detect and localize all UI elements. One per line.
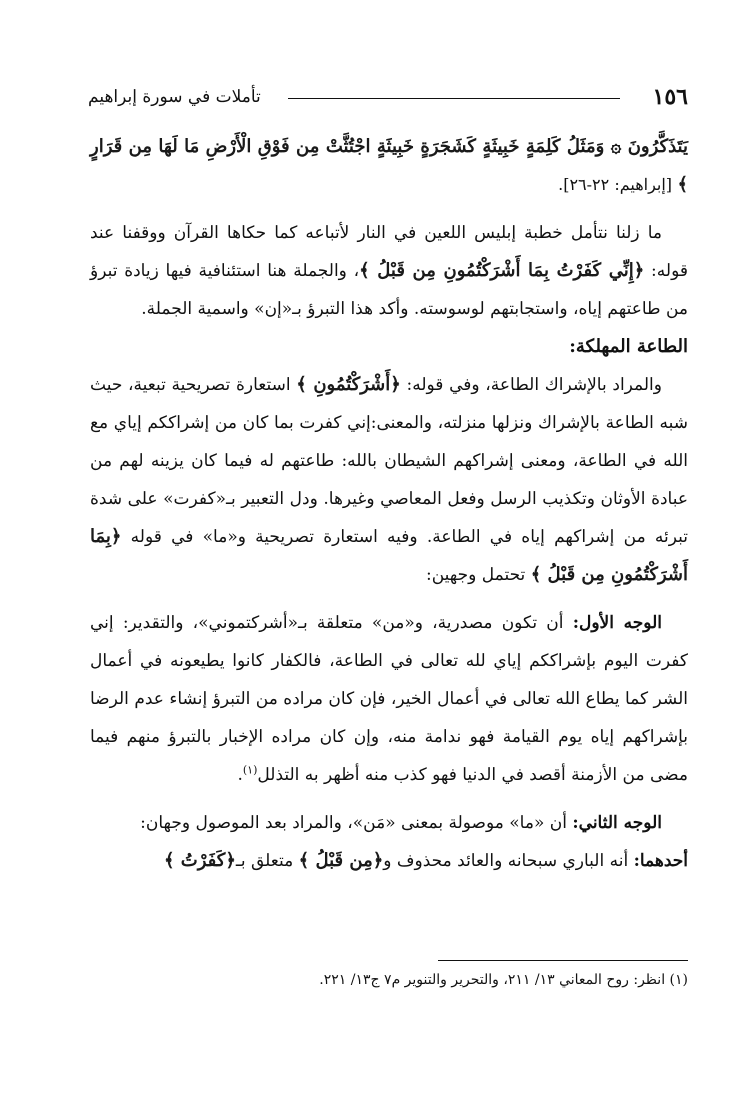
paragraph-first-aspect bbox=[90, 604, 688, 794]
paragraph-second-aspect bbox=[90, 804, 688, 880]
page-body bbox=[90, 128, 688, 880]
aspect-label: الوجه الأول: bbox=[572, 613, 662, 633]
verse-reference: [إبراهيم: ٢٢-٢٦]. bbox=[558, 175, 673, 194]
spacer bbox=[90, 594, 688, 604]
paragraph-text: ، والجملة هنا استئنافية فيها زيادة تبرؤ من طاعتهم إياه، واستجابتهم لوسوسته. وأكد هذا التبرؤ بـ«إن» واسمية الجملة. bbox=[90, 261, 688, 319]
paragraph-text: متعلق بـ bbox=[235, 851, 299, 871]
spacer bbox=[90, 794, 688, 804]
aspect-label: الوجه الثاني: bbox=[572, 813, 662, 833]
sub-aspect-label: أحدهما: bbox=[633, 851, 688, 871]
paragraph-text: أنه الباري سبحانه والعائد محذوف و bbox=[383, 851, 634, 871]
quran-quote: ﴿كَفَرْتُ ﴾ bbox=[163, 850, 236, 871]
verse-text: يَتَذَكَّرُونَ ۞ وَمَثَلُ كَلِمَةٍ خَبِيثَةٍ كَشَجَرَةٍ خَبِيثَةٍ اجْتُثَّتْ مِن فَوْقِ الْأَرْضِ مَا لَهَا مِن قَرَارٍ ﴾ bbox=[90, 136, 688, 195]
quran-quote: ﴿مِن قَبْلُ ﴾ bbox=[298, 850, 384, 871]
paragraph-text: استعارة تصريحية تبعية، حيث شبه الطاعة بالإشراك ونزلها منزلته، والمعنى:إني كفرت بما كان من إشراككم إياي مع الله في الطاعة، ومعنى إشراكهم الشيطان بالله: طاعتهم له فيما كان يزينه لهم من عبادة الأوثان وتكذيب الرسل وفعل المعاصي وغيرها. ودل التعبير بـ«كفرت» على شدة تبرئه من إشراكهم إياه في الطاعة. وفيه استعارة تصريحية و«ما» في قوله bbox=[90, 375, 688, 547]
quran-quote: ﴿بِمَا أَشْرَكْتُمُونِ مِن قَبْلُ ﴾ bbox=[90, 526, 688, 585]
section-heading: الطاعة المهلكة: bbox=[569, 336, 688, 357]
footnote-marker: (١) bbox=[242, 763, 258, 777]
spacer bbox=[90, 204, 688, 214]
verse-block bbox=[90, 128, 688, 204]
paragraph-text: والمراد بالإشراك الطاعة، وفي قوله: bbox=[400, 375, 662, 395]
page-number: ١٥٦ bbox=[652, 84, 688, 110]
paragraph-text: أن «ما» موصولة بمعنى «مَن»، والمراد بعد الموصول وجهان: bbox=[140, 813, 573, 833]
paragraph-intro bbox=[90, 214, 688, 328]
footnote: (١) انظر: روح المعاني ١٣/ ٢١١، والتحرير والتنوير م٧ ج١٣/ ٢٢١. bbox=[319, 972, 688, 988]
paragraph-obedience bbox=[90, 366, 688, 594]
paragraph-text: تحتمل وجهين: bbox=[425, 565, 531, 585]
quran-quote: ﴿إِنِّي كَفَرْتُ بِمَا أَشْرَكْتُمُونِ مِن قَبْلُ ﴾ bbox=[359, 260, 645, 281]
paragraph-text: أن تكون مصدرية، و«من» متعلقة بـ«أشركتموني»، والتقدير: إني كفرت اليوم بإشراككم إياي لله تعالى في الطاعة، فالكفار كانوا يطيعونه في أعمال الشر كما يطاع الله تعالى في أعمال الخير، فإن كان مراده من التبرؤ إنشاء عدم الرضا بإشراكهم إياه يوم القيامة فهو ندامة منه، وإن كان مراده الإخبار بالتبرؤ منهم فيما مضى من الأزمنة أقصد في الدنيا فهو كذب منه أظهر به التذلل bbox=[90, 613, 688, 785]
page-header bbox=[88, 82, 688, 112]
paragraph-end: . bbox=[237, 765, 243, 785]
footnote-rule bbox=[438, 960, 688, 961]
quran-quote: ﴿أَشْرَكْتُمُونِ ﴾ bbox=[296, 374, 401, 395]
running-title: تأملات في سورة إبراهيم bbox=[88, 87, 261, 107]
header-rule bbox=[288, 98, 620, 99]
paragraph-text: ما زلنا نتأمل خطبة إبليس اللعين في النار لأتباعه كما حكاها القرآن ووقفنا عند قوله: bbox=[90, 223, 688, 281]
